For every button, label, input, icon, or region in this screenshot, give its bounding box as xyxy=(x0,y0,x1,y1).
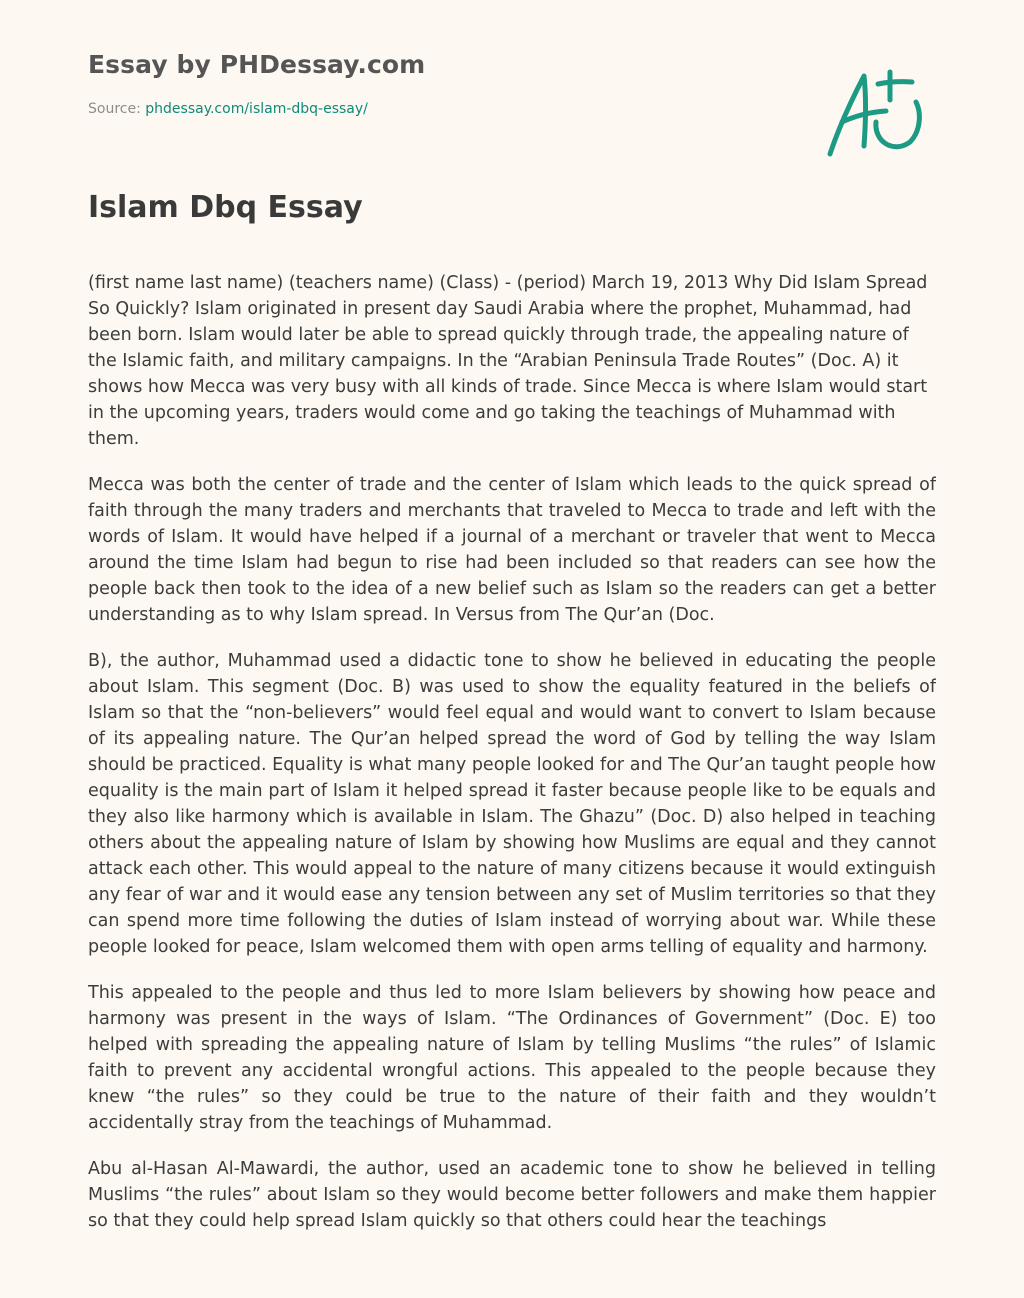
a-plus-logo-icon xyxy=(820,64,932,164)
source-link[interactable]: phdessay.com/islam-dbq-essay/ xyxy=(145,101,368,117)
source-line xyxy=(88,101,368,117)
paragraph: (first name last name) (teachers name) (Class) - (period) March 19, 2013 Why Did Islam Spread So Quickly? Islam originated in present day Saudi Arabia where the prophet, Muhammad, had been born. Islam would later be able to spread quickly through trade, the appealing nature of the Islamic faith, and military campaigns. In the “Arabian Peninsula Trade Routes” (Doc. A) it shows how Mecca was very busy with all kinds of trade. Since Mecca is where Islam would start in the upcoming years, traders would come and go taking the teachings of Muhammad with them. xyxy=(88,273,928,449)
essay-title: Islam Dbq Essay xyxy=(88,190,363,225)
site-brand: Essay by PHDessay.com xyxy=(88,50,426,79)
paragraph: This appealed to the people and thus led to more Islam believers by showing how peace and harmony was present in the ways of Islam. “The Ordinances of Government” (Doc. E) too helped with spreading the appealing nature of Islam by telling Muslims “the rules” of Islamic faith to prevent any accidental wrongful actions. This appealed to the people because they knew “the rules” so they could be true to the nature of their faith and they wouldn’t accidentally stray from the teachings of Muhammad. xyxy=(88,983,936,1133)
paragraph: Mecca was both the center of trade and the center of Islam which leads to the quick spread of faith through the many traders and merchants that traveled to Mecca to trade and left with the words of Islam. It would have helped if a journal of a merchant or traveler that went to Mecca around the time Islam had begun to rise had been included so that readers can see how the people back then took to the idea of a new belief such as Islam so the readers can get a better understanding as to why Islam spread. In Versus from The Qur’an (Doc. xyxy=(88,475,936,625)
essay-body xyxy=(88,270,936,1248)
source-label: Source: xyxy=(88,101,146,117)
paragraph: Abu al-Hasan Al-Mawardi, the author, used an academic tone to show he believed in telling Muslims “the rules” about Islam so they would become better followers and make them happier so that they could help spread Islam quickly so that others could hear the teachings xyxy=(88,1159,936,1231)
paragraph: B), the author, Muhammad used a didactic tone to show he believed in educating the people about Islam. This segment (Doc. B) was used to show the equality featured in the beliefs of Islam so that the “non-believers” would feel equal and would want to convert to Islam because of its appealing nature. The Qur’an helped spread the word of God by telling the way Islam should be practiced. Equality is what many people looked for and The Qur’an taught people how equality is the main part of Islam it helped spread it faster because people like to be equals and they also like harmony which is available in Islam. The Ghazu” (Doc. D) also helped in teaching others about the appealing nature of Islam by showing how Muslims are equal and they cannot attack each other. This would appeal to the nature of many citizens because it would extinguish any fear of war and it would ease any tension between any set of Muslim territories so that they can spend more time following the duties of Islam instead of worrying about war. While these people looked for peace, Islam welcomed them with open arms telling of equality and harmony. xyxy=(88,651,936,957)
